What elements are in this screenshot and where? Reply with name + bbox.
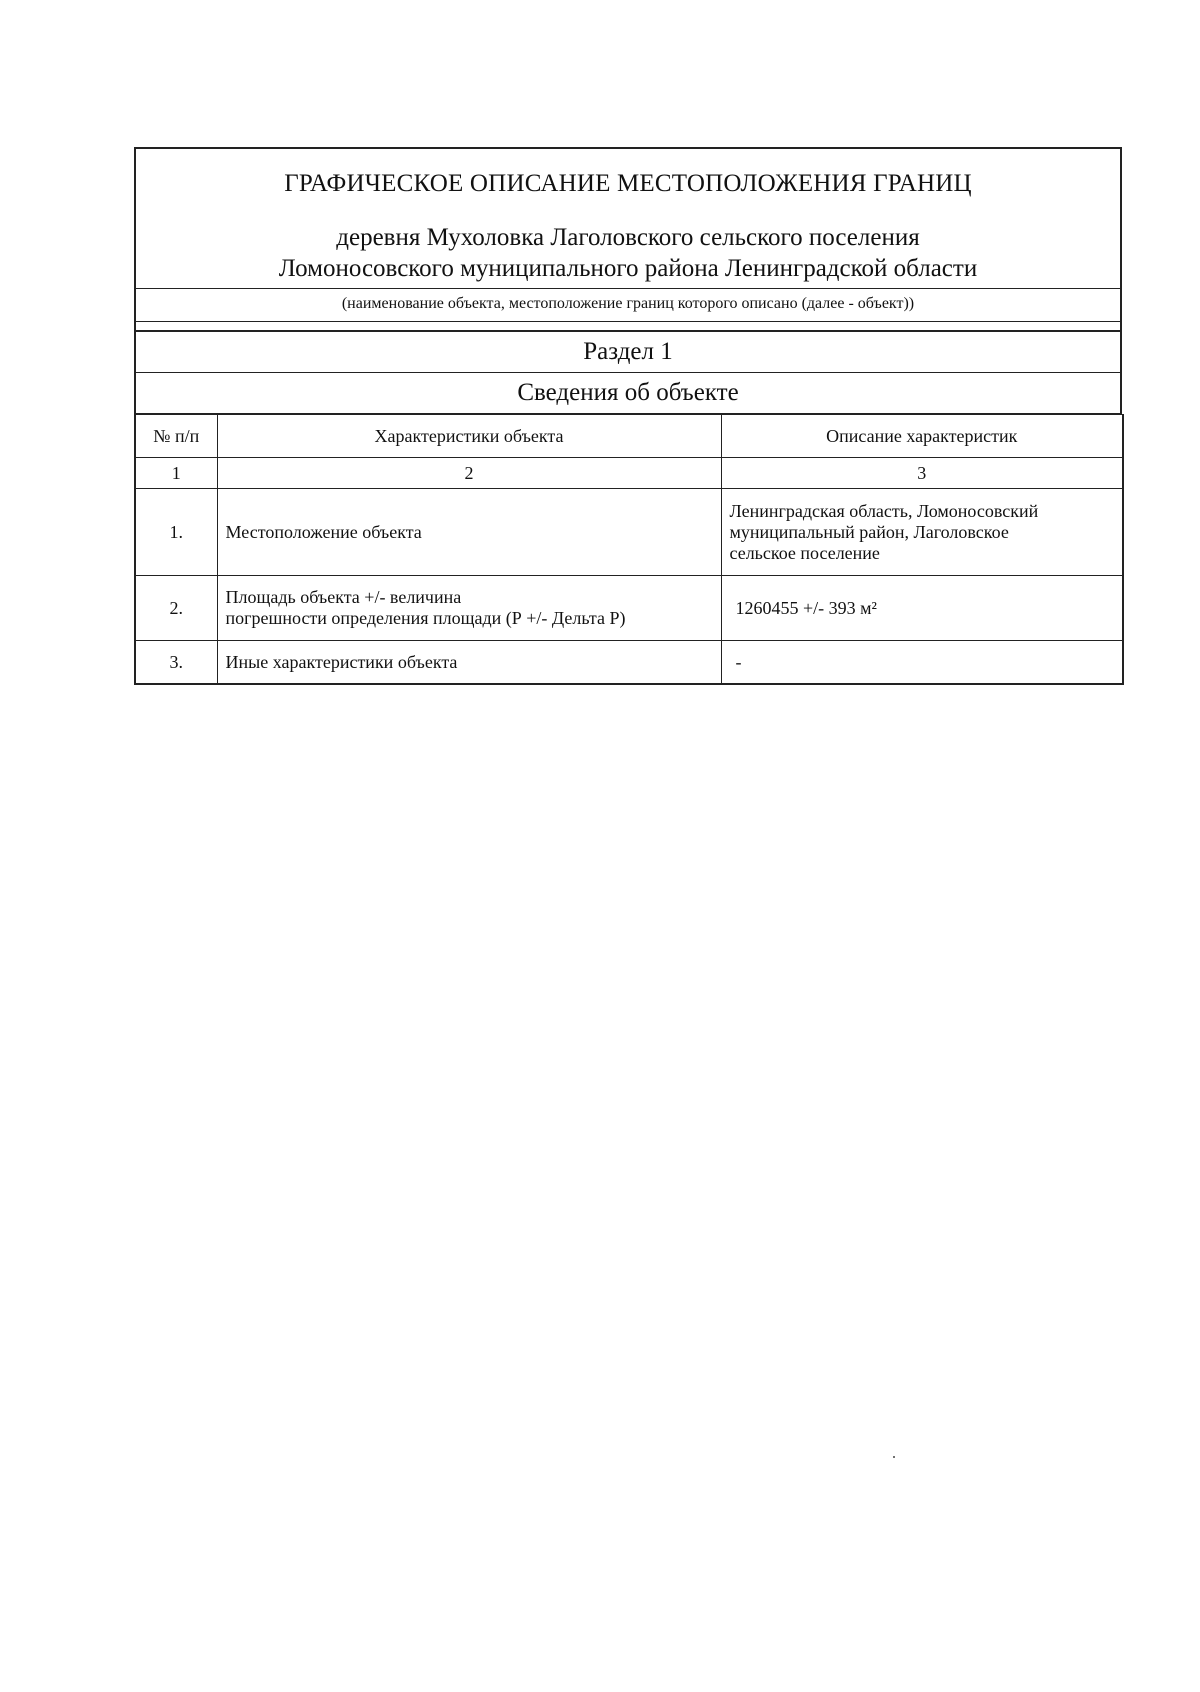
row-characteristic (217, 489, 721, 576)
column-header-characteristic: Характеристики объекта (217, 415, 721, 458)
description-line: муниципальный район, Лаголовское (729, 521, 1009, 542)
row-number: 2. (135, 576, 217, 641)
row-number: 3. (135, 641, 217, 685)
description-line: Ленинградская область, Ломоносовский (729, 500, 1039, 521)
table-row (135, 489, 1123, 576)
characteristic-line: Площадь объекта +/- величина (225, 587, 462, 607)
row-description (721, 641, 1123, 685)
table-header-row (135, 415, 1123, 458)
row-description (721, 576, 1123, 641)
column-header-number: № п/п (135, 415, 217, 458)
row-number: 1. (135, 489, 217, 576)
characteristic-line: погрешности определения площади (Р +/- Дельта Р) (225, 608, 626, 628)
object-info-table (134, 414, 1124, 685)
document-title: ГРАФИЧЕСКОЕ ОПИСАНИЕ МЕСТОПОЛОЖЕНИЯ ГРАНИЦ (284, 170, 972, 197)
row-description (721, 489, 1123, 576)
column-index-3: 3 (721, 458, 1123, 489)
column-index-1: 1 (135, 458, 217, 489)
object-name-line-1: деревня Мухоловка Лаголовского сельского поселения (336, 224, 920, 251)
characteristic-line: Иные характеристики объекта (225, 651, 458, 672)
table-index-row (135, 458, 1123, 489)
document (134, 147, 1122, 685)
table-row (135, 576, 1123, 641)
description-line: сельское поселение (729, 542, 880, 563)
row-characteristic (217, 576, 721, 641)
scan-speck (893, 1456, 895, 1458)
document-header (136, 149, 1120, 289)
characteristic-line: Местоположение объекта (225, 521, 422, 542)
row-characteristic (217, 641, 721, 685)
column-index-2: 2 (217, 458, 721, 489)
description-line: 1260455 +/- 393 м² (735, 597, 877, 618)
object-name (136, 198, 1120, 288)
object-name-line-2: Ломоносовского муниципального района Ленинградской области (278, 255, 978, 282)
description-line: - (735, 651, 742, 672)
object-name-caption: (наименование объекта, местоположение границ которого описано (далее - объект)) (136, 289, 1120, 322)
table-row (135, 641, 1123, 685)
document-frame (134, 147, 1122, 414)
section-subtitle: Сведения об объекте (136, 373, 1120, 414)
section-title: Раздел 1 (136, 332, 1120, 373)
divider (136, 322, 1120, 332)
column-header-description: Описание характеристик (721, 415, 1123, 458)
